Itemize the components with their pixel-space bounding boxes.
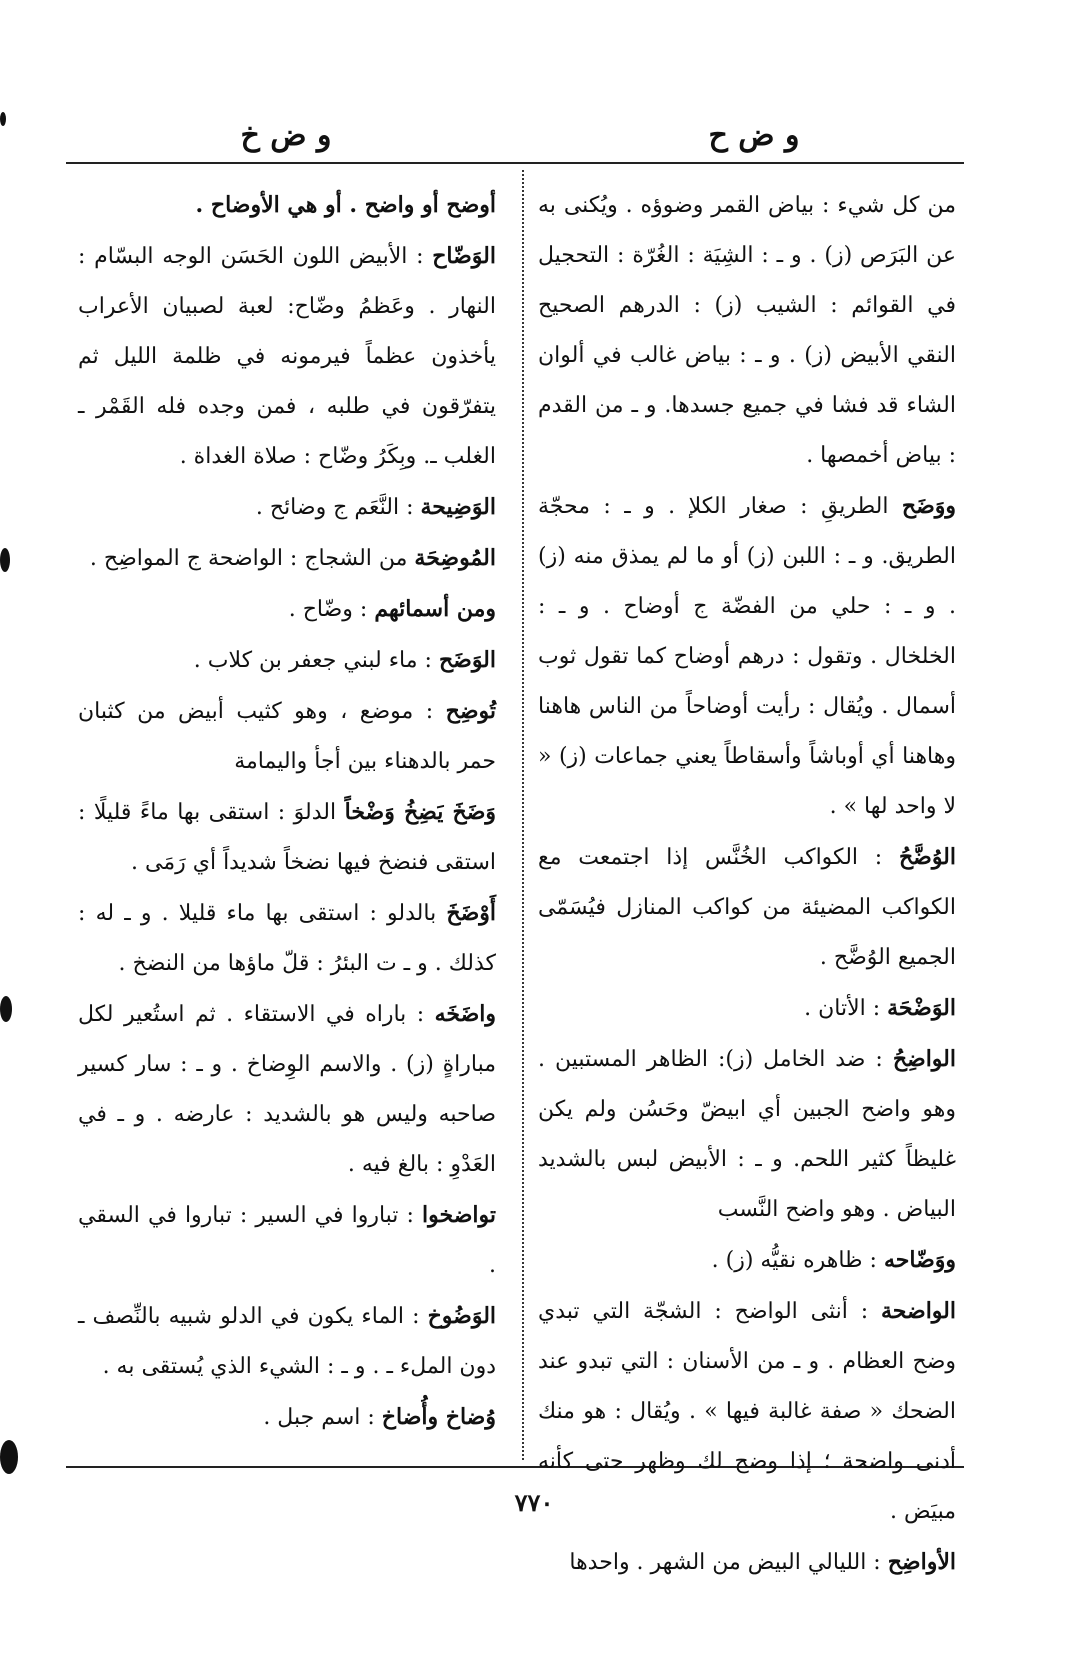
headword: الأواضِح (887, 1549, 956, 1575)
entry (78, 989, 496, 1190)
headword: الوَضُوخ (427, 1303, 497, 1329)
headword: وُضاخ وأُضاخ (381, 1404, 496, 1430)
definition: : الأبيض اللون الحَسَن الوجه البسّام : النهار . وعَظمُ وضّاح: لعبة لصبيان الأعراب يأخذون عظماً فيرمونه في ظلمة الليل ثم يتفرّقون في طلبه ، فمن وجده فله القَمْر ـ الغلب ـ. وبِكَرُ وضّاح : صلاة الغداة . (78, 244, 496, 469)
headword: الواضحة (881, 1298, 956, 1324)
definition: الطريقِ : صغار الكلإ . و ـ : محجّة الطريق. و ـ : اللبن (ز) أو ما لم يمذق منه (ز) . و ـ : حلي من الفضّة ج أوضاح . و ـ : الخلخال . وتقول : درهم أوضاح كما تقول ثوب أسمال . ويُقال : رأيت أوضاحاً من الناس هاهنا وهاهنا أي أوباشاً وأسقاطاً يعني جماعات (ز) « لا واحد لها » . (538, 494, 956, 819)
headword: ووَضّاحه (883, 1247, 956, 1273)
definition: بالدلو : استقى بها ماء قليلا . و ـ له : كذلك . و ـ ت البئرُ : قلّ ماؤها من النضخ . (78, 901, 496, 976)
headword: الوُضَّحُ (898, 844, 956, 870)
entry (78, 1392, 496, 1443)
definition: : وضّاح . (288, 597, 368, 622)
definition: : ماء لبني جعفر بن كلاب . (193, 648, 432, 673)
definition: : الليالي البيض من الشهر . واحدها (569, 1550, 881, 1575)
entry (78, 888, 496, 989)
definition: : النَّعَم ج وضائح . (255, 495, 414, 520)
headword: الوَضَح (438, 647, 496, 673)
definition: الدلوَ : استقى بها ماءً قليلًا : استقى فنضخ فيها نضخاً شديداً أي رَمَى . (78, 800, 496, 875)
definition: : موضع ، وهو كثيب أبيض من كثبان حمر بالدهناء بين أجأ واليمامة (78, 699, 496, 774)
definition: : اسم جبل . (263, 1405, 375, 1430)
left-column (78, 180, 496, 1443)
entry (78, 1190, 496, 1291)
scan-mark (0, 112, 6, 126)
entry (78, 787, 496, 888)
entry (78, 180, 496, 231)
entry (538, 983, 956, 1034)
headword: الواضِحُ (892, 1046, 956, 1072)
entry (538, 1286, 956, 1537)
headword: تواضخوا (422, 1202, 496, 1228)
entry (78, 1291, 496, 1392)
definition: : الماء يكون في الدلو شبيه بالنِّصف ـ دون الملء ـ . و ـ : الشيء الذي يُستقى به . (78, 1304, 496, 1379)
definition: : ضد الخامل (ز): الظاهر المستبين . وهو واضح الجبين أي ابيضّ وحَسُن ولم يكن غليظاً كثير اللحم. و ـ : الأبيض لبس بالشديد البياض . وهو واضح النَّسب (538, 1047, 956, 1222)
headword: ووَضَح (901, 493, 957, 519)
entry (78, 584, 496, 635)
headword: وَضَخَ يَضِخُ وَضْخاً (344, 799, 497, 825)
column-divider (522, 170, 524, 1460)
definition: أوضح أو واضح . أو هي الأوضاح . (195, 192, 496, 218)
definition: : أنثى الواضح : الشجّة التي تبدي وضح العظام . و ـ من الأسنان : التي تبدو عند الضحك « صفة غالبة فيها » . ويُقال : هو منك أدنى واضحة ؛ إذا وضح لك وظهر حتى كأنه مبيَض . (538, 1299, 956, 1524)
definition: : تباروا في السير : تباروا في السقي . (78, 1203, 496, 1278)
right-column-header: و ض ح (708, 118, 800, 153)
entry (538, 481, 956, 832)
definition: من كل شيء : بياض القمر وضوؤه . ويُكنى به عن البَرَص (ز) . و ـ : الشِيَة : الغُرّة : التحجيل في القوائم : الشيب (ز) : الدرهم الصحيح النقي الأبيض (ز) . و ـ : بياض غالب في ألوان الشاء قد فشا في جميع جسدها. و ـ من القدم : بياض أخمصها . (538, 193, 956, 468)
headword: أَوْضَخَ (446, 900, 496, 926)
headword: تُوضِح (445, 698, 496, 724)
entry (538, 1537, 956, 1588)
headword: واضَخَه (434, 1001, 496, 1027)
definition: : الكواكب الخُنَّس إذا اجتمعت مع الكواكب المضيئة من كواكب المنازل فيُسَمّى الجميع الوُضَّح . (538, 845, 956, 970)
headword: الوَضّاح (432, 243, 496, 269)
headword: المُوضِحَة (414, 545, 496, 571)
definition: : ظاهره نقيُّه (ز) . (711, 1248, 877, 1273)
left-column-header: و ض خ (240, 118, 332, 153)
entry (78, 635, 496, 686)
entry (538, 1235, 956, 1286)
right-column (538, 180, 956, 1588)
entry (78, 231, 496, 482)
headword: الوَضِيحة (420, 494, 496, 520)
entry (538, 832, 956, 983)
top-rule (66, 162, 964, 164)
definition: : باراه في الاستقاء . ثم استُعير لكل مباراةٍ (ز) . والاسم الوِضاخ . و ـ : سار كسير صاحبه وليس هو بالشديد : عارضه . و ـ في العَدْوِ : بالغ فيه . (78, 1002, 496, 1177)
scan-mark (0, 996, 12, 1022)
definition: : الأتان . (804, 996, 881, 1021)
definition: من الشجاج : الواضحة ج المواضِح . (89, 546, 408, 571)
headword: ومن أسمائهم (374, 596, 496, 622)
headword: الوَضْحَة (887, 995, 956, 1021)
entry (538, 180, 956, 481)
entry (538, 1034, 956, 1235)
scan-mark (0, 548, 10, 572)
entry (78, 482, 496, 533)
scan-mark (0, 1440, 18, 1474)
page-number: ٧٧٠ (514, 1488, 554, 1517)
entry (78, 533, 496, 584)
entry (78, 686, 496, 787)
